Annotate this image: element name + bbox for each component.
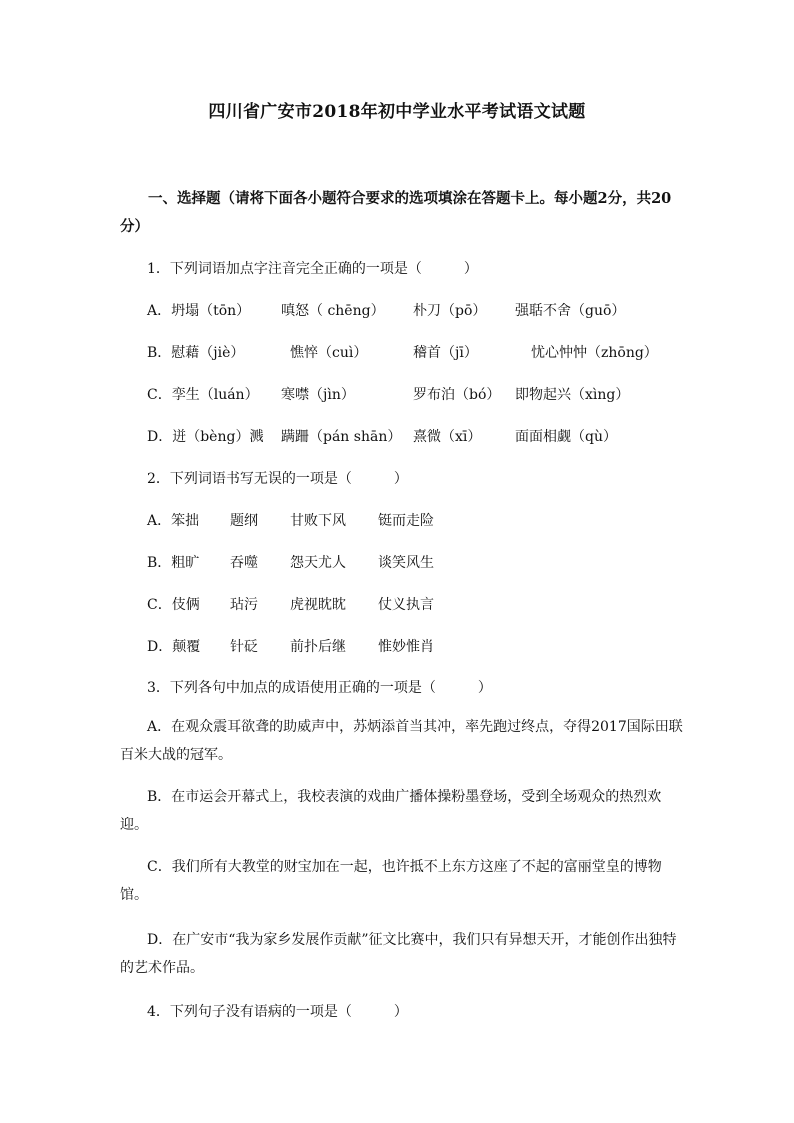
- option-d-item-1: D．颠覆: [147, 639, 201, 655]
- option-a-item-2: 题纲: [230, 513, 258, 529]
- option-a-item-1: A．笨拙: [147, 513, 200, 529]
- question-3-option-b: B．在市运会开幕式上，我校表演的戏曲广播体操粉墨登场，受到全场观众的热烈欢迎。: [120, 789, 662, 833]
- page-title: 四川省广安市2018年初中学业水平考试语文试题: [208, 102, 586, 122]
- option-c-item-4: 仗义执言: [378, 597, 434, 613]
- option-b-item-1: B．粗旷: [147, 555, 200, 571]
- option-b-item-3: 稽首（jī）: [413, 345, 478, 361]
- option-b-item-3: 怨天尤人: [290, 555, 346, 571]
- option-d-item-3: 前扑后继: [290, 639, 346, 655]
- option-c-item-1: C．孪生（luán）: [147, 387, 259, 403]
- question-2-stem: 2．下列词语书写无误的一项是（ ）: [147, 471, 408, 487]
- option-a-item-3: 朴刀（pō）: [413, 303, 487, 319]
- option-b-item-1: B．慰藉（jiè）: [147, 345, 245, 361]
- question-4-stem: 4．下列句子没有语病的一项是（ ）: [147, 1004, 408, 1020]
- option-d-item-4: 惟妙惟肖: [378, 639, 434, 655]
- option-a-item-1: A．坍塌（tōn）: [147, 303, 251, 319]
- option-b-item-2: 吞噬: [230, 555, 258, 571]
- section-heading: 一、选择题（请将下面各小题符合要求的选项填涂在答题卡上。每小题2分，共20分）: [120, 190, 672, 235]
- question-3-option-c: C．我们所有大教堂的财宝加在一起，也许抵不上东方这座了不起的富丽堂皇的博物馆。: [120, 859, 662, 903]
- option-c-item-2: 寒噤（jìn）: [281, 387, 355, 403]
- question-3-option-d: D．在广安市“我为家乡发展作贡献”征文比赛中，我们只有异想天开，才能创作出独特的艺术作品。: [120, 932, 677, 976]
- option-d-item-3: 熹微（xī）: [413, 429, 482, 445]
- option-c-item-3: 虎视眈眈: [290, 597, 346, 613]
- option-b-item-4: 谈笑风生: [378, 555, 434, 571]
- question-1-stem: 1．下列词语加点字注音完全正确的一项是（ ）: [147, 261, 478, 277]
- option-b-item-2: 憔悴（cuì）: [290, 345, 368, 361]
- option-a-item-4: 铤而走险: [378, 513, 434, 529]
- option-a-item-4: 强聒不舍（guō）: [515, 303, 626, 319]
- option-a-item-2: 嗔怒（ chēng）: [281, 303, 385, 319]
- question-3-stem: 3．下列各句中加点的成语使用正确的一项是（ ）: [147, 680, 492, 696]
- option-c-item-3: 罗布泊（bó）: [413, 387, 501, 403]
- option-c-item-4: 即物起兴（xìng）: [515, 387, 630, 403]
- question-3-option-a: A．在观众震耳欲聋的助威声中，苏炳添首当其冲，率先跑过终点，夺得2017国际田联百米大战的冠军。: [120, 719, 683, 763]
- option-c-item-2: 玷污: [230, 597, 258, 613]
- option-d-item-2: 针砭: [230, 639, 258, 655]
- option-a-item-3: 甘败下风: [290, 513, 346, 529]
- option-c-item-1: C．伎俩: [147, 597, 200, 613]
- option-b-item-4: 忧心忡忡（zhōng）: [531, 345, 658, 361]
- option-d-item-2: 蹒跚（pán shān）: [281, 429, 402, 445]
- option-d-item-4: 面面相觑（qù）: [515, 429, 617, 445]
- option-d-item-1: D．迸（bèng）溅: [147, 429, 264, 445]
